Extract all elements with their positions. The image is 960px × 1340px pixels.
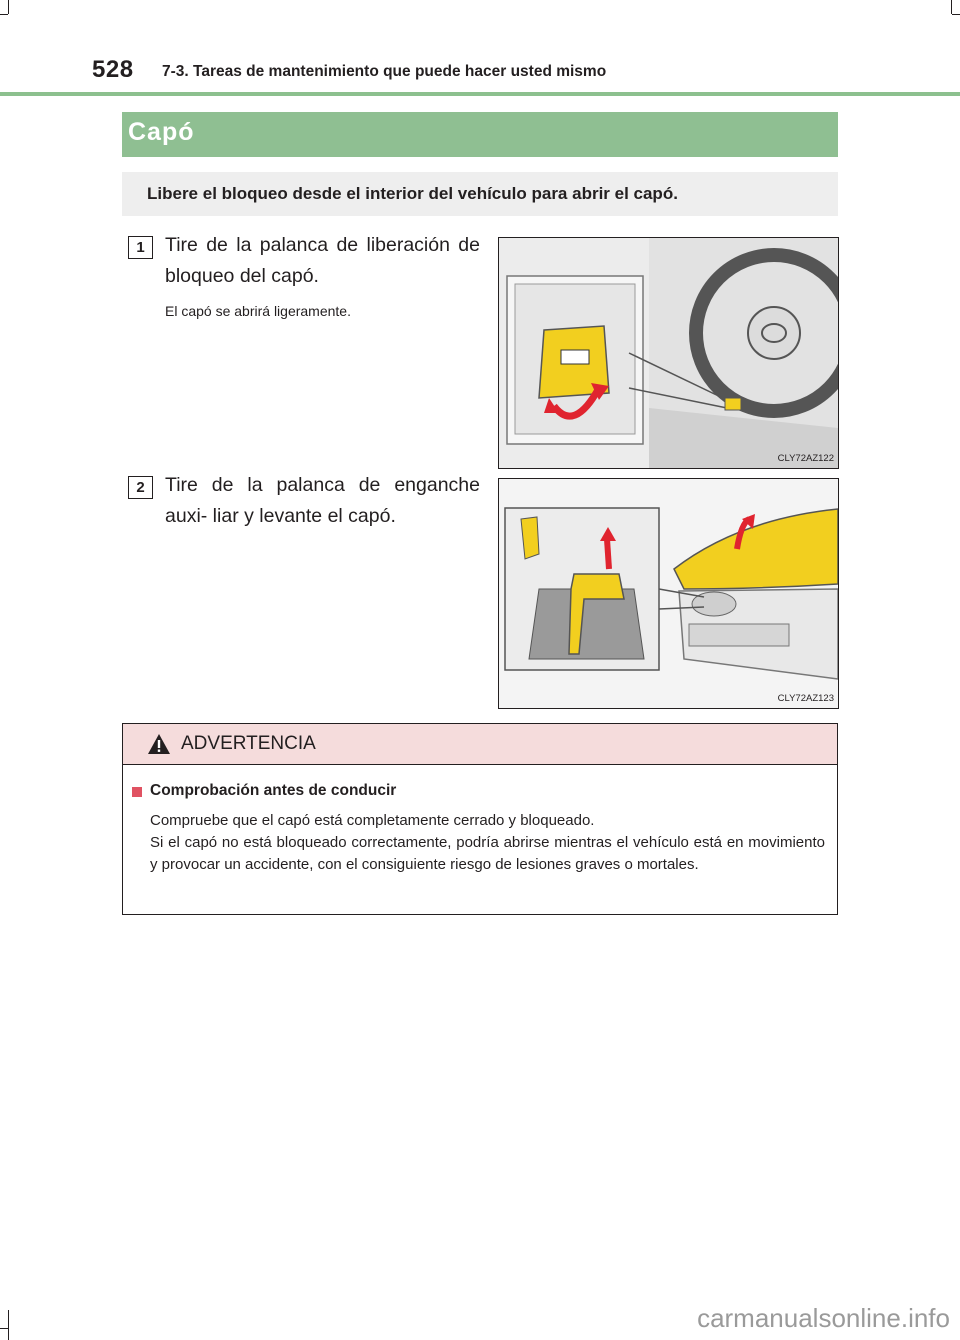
- warning-box: [122, 723, 838, 915]
- warning-title: ADVERTENCIA: [181, 733, 316, 754]
- crop-mark: [0, 1328, 8, 1329]
- figure-code: CLY72AZ123: [777, 693, 834, 704]
- warning-line: Compruebe que el capó está completamente cerrado y bloqueado.: [150, 812, 595, 829]
- step-1-text: Tire de la palanca de liberación de bloqueo del capó.: [165, 234, 480, 287]
- step-1-badge: 1: [128, 236, 153, 259]
- hood-lift-illustration: [499, 479, 838, 708]
- warning-subtitle: Comprobación antes de conducir: [150, 782, 397, 799]
- crop-mark: [0, 14, 8, 15]
- step-2-text: Tire de la palanca de enganche auxi- liar y levante el capó.: [165, 474, 480, 527]
- warning-header: [123, 724, 837, 765]
- step-2-badge: 2: [128, 476, 153, 499]
- interior-dashboard-illustration: [499, 238, 838, 468]
- warning-line: Si el capó no está bloqueado correctamente, podría abrirse mientras el vehículo está en movimiento y provocar un accidente, con el consiguiente riesgo de lesiones graves o mortales.: [150, 834, 825, 873]
- crop-mark: [8, 1310, 9, 1340]
- running-header: 7-3. Tareas de mantenimiento que puede hacer usted mismo: [162, 63, 607, 80]
- square-bullet-icon: [132, 787, 142, 797]
- section-title-band: [122, 112, 838, 157]
- header-rule: [0, 92, 960, 96]
- warning-body: [150, 810, 825, 876]
- crop-mark: [952, 14, 960, 15]
- intro-text: Libere el bloqueo desde el interior del vehículo para abrir el capó.: [147, 184, 678, 203]
- figure-hood-release-lever: [498, 237, 839, 469]
- warning-triangle-icon: [147, 733, 171, 755]
- step-1-note: El capó se abrirá ligeramente.: [165, 303, 351, 319]
- crop-mark: [951, 0, 952, 14]
- figure-code: CLY72AZ122: [777, 453, 834, 464]
- crop-mark: [8, 0, 9, 14]
- watermark: carmanualsonline.info: [697, 1303, 950, 1333]
- figure-auxiliary-catch-lever: [498, 478, 839, 709]
- page-number: 528: [92, 56, 134, 83]
- section-title: Capó: [128, 118, 195, 146]
